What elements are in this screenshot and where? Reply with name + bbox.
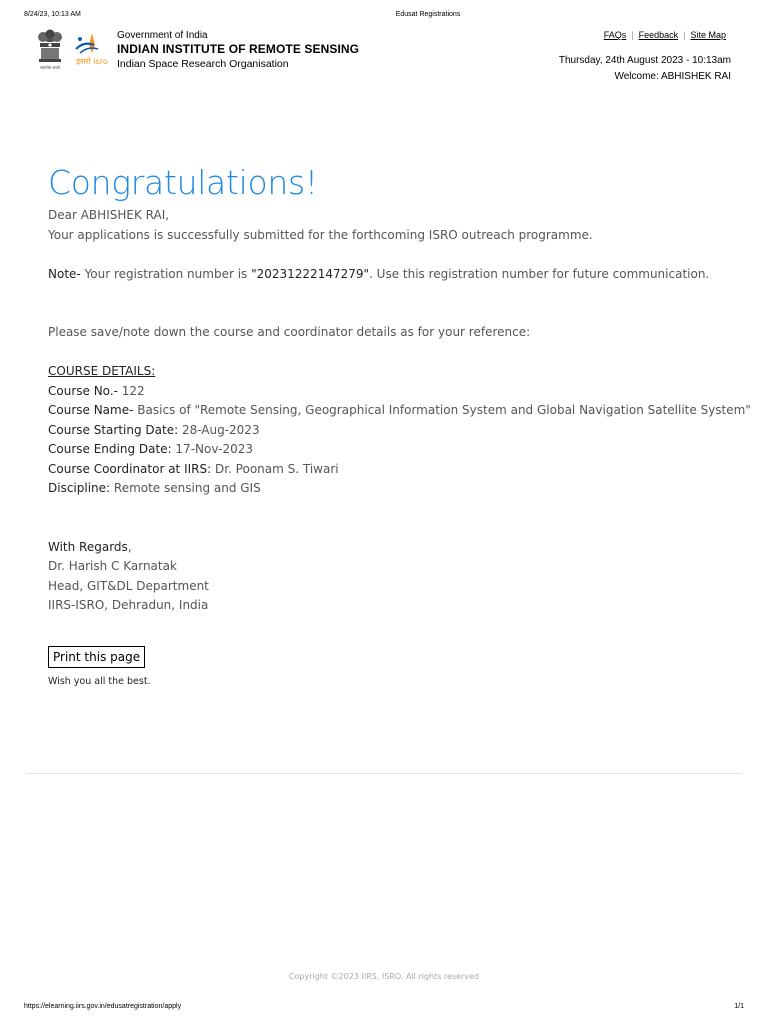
regards-label: With Regards — [48, 539, 128, 554]
course-name-label: Course Name- — [48, 403, 134, 417]
feedback-link[interactable]: Feedback — [638, 30, 679, 40]
print-timestamp: 8/24/23, 10:13 AM — [24, 11, 81, 18]
emblem-caption: सत्यमेव जयते — [40, 65, 60, 70]
submitted-message: Your applications is successfully submitted for the forthcoming ISRO outreach programme. — [48, 227, 593, 242]
course-end-row — [48, 440, 738, 460]
isro-logo-text: इसरो isro — [76, 57, 108, 66]
course-coordinator-row — [48, 460, 738, 480]
print-page-number: 1/1 — [734, 1003, 744, 1010]
link-separator: | — [631, 30, 634, 40]
footer-divider — [26, 773, 742, 774]
print-url: https://elearning.iirs.gov.in/edusatregistration/apply — [24, 1003, 182, 1010]
note-post: . Use this registration number for future communication. — [369, 266, 710, 281]
discipline-value: Remote sensing and GIS — [110, 481, 261, 495]
registration-number: "20231222147279" — [251, 266, 370, 281]
course-start-row — [48, 421, 738, 441]
course-end-value: 17-Nov-2023 — [171, 442, 253, 456]
course-no-value: 122 — [117, 383, 145, 398]
note-pre: Your registration number is — [80, 266, 252, 281]
registration-note — [48, 265, 738, 285]
greeting: Dear ABHISHEK RAI, — [48, 208, 170, 222]
organisation-name: Indian Space Research Organisation — [117, 58, 289, 70]
save-details-message: Please save/note down the course and coordinator details as for your reference: — [48, 325, 531, 339]
signatory-affiliation: IIRS-ISRO, Dehradun, India — [48, 598, 209, 612]
print-page-button[interactable]: Print this page — [48, 646, 145, 668]
course-no-label: Course No.- — [48, 383, 118, 398]
regards-line — [48, 538, 738, 558]
top-links — [604, 30, 726, 40]
course-start-label: Course Starting Date: — [48, 422, 179, 437]
isro-logo — [70, 31, 114, 67]
course-no-row — [48, 382, 738, 402]
confirmation-content — [48, 160, 751, 687]
institute-name: INDIAN INSTITUTE OF REMOTE SENSING — [117, 42, 360, 56]
national-emblem-logo — [36, 28, 64, 72]
course-start-value: 28-Aug-2023 — [178, 422, 260, 437]
discipline-row — [48, 479, 738, 499]
course-name-row — [48, 401, 751, 421]
organisation-block — [117, 29, 359, 71]
link-separator: | — [683, 30, 686, 40]
note-label: Note- — [48, 266, 81, 281]
sitemap-link[interactable]: Site Map — [690, 30, 726, 40]
current-date-time: Thursday, 24th August 2023 - 10:13am — [558, 55, 731, 66]
copyright-text: Copyright ©2023 IIRS, ISRO. All rights reserved — [288, 972, 480, 981]
signatory-designation: Head, GIT&DL Department — [48, 578, 209, 593]
course-coordinator-value: Dr. Poonam S. Tiwari — [211, 461, 339, 476]
gov-of-india: Government of India — [117, 30, 208, 41]
course-coordinator-label: Course Coordinator at IIRS: — [48, 461, 212, 476]
course-details-heading: COURSE DETAILS: — [48, 364, 156, 378]
discipline-label: Discipline: — [48, 481, 111, 495]
congratulations-heading: Congratulations! — [48, 163, 318, 202]
signatory-name: Dr. Harish C Karnatak — [48, 559, 177, 573]
print-page-title: Edusat Registrations — [395, 11, 461, 18]
course-end-label: Course Ending Date: — [48, 442, 172, 456]
faqs-link[interactable]: FAQs — [603, 30, 627, 40]
course-name-value: Basics of "Remote Sensing, Geographical Information System and Global Navigation Satellite System" — [133, 403, 751, 417]
regards-comma: , — [127, 539, 132, 554]
wish-message: Wish you all the best. — [48, 675, 151, 687]
welcome-user: Welcome: ABHISHEK RAI — [614, 71, 731, 82]
